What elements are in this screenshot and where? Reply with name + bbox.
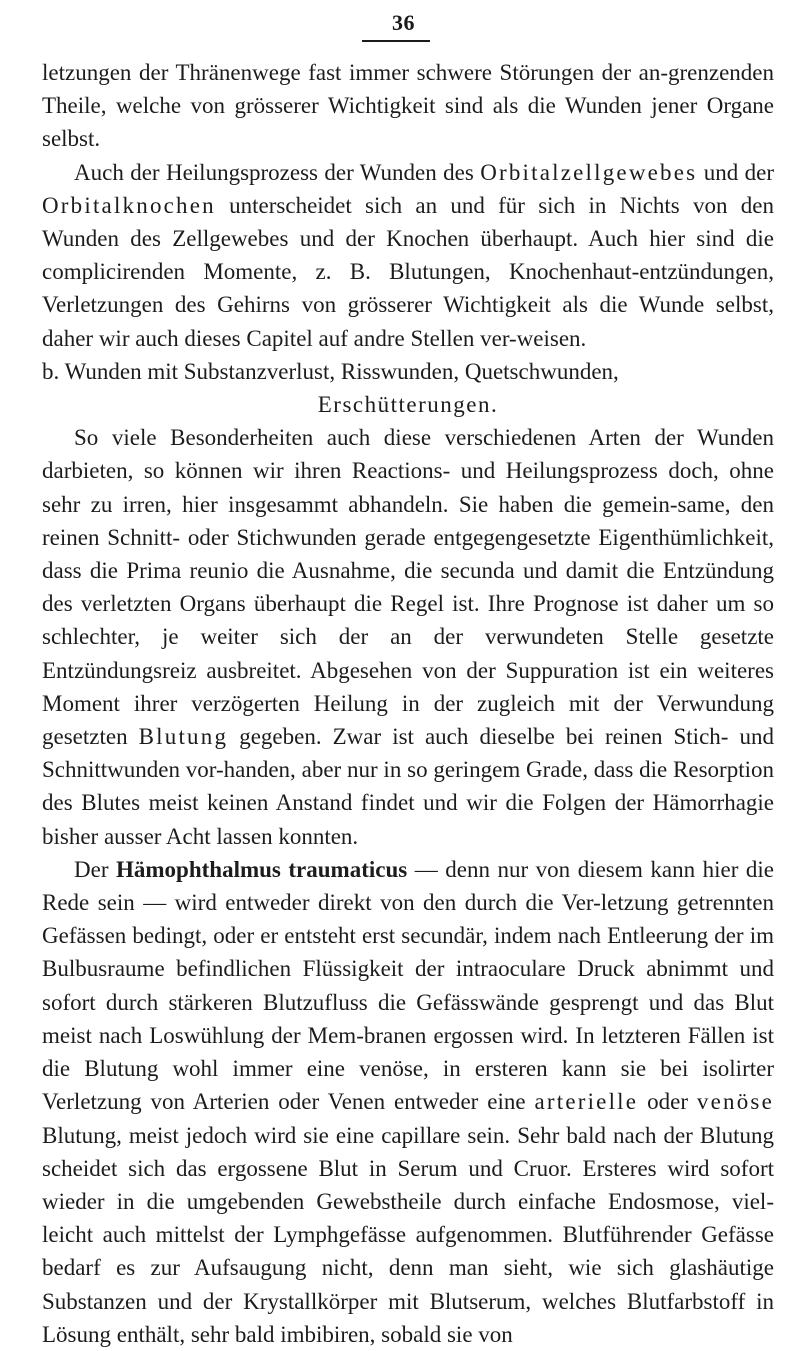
term-arterielle: arterielle xyxy=(534,1089,639,1115)
paragraph-2-text-a: Auch der Heilungsprozess der Wunden des xyxy=(74,159,481,185)
paragraph-4 xyxy=(42,853,774,1351)
header-rule xyxy=(362,40,430,42)
paragraph-1 xyxy=(42,56,774,156)
paragraph-4-text-a: Der xyxy=(74,856,116,882)
term-venoese: venöse xyxy=(696,1089,774,1115)
paragraph-4-text-c: oder xyxy=(638,1089,697,1115)
paragraph-4-text-b: — denn nur von diesem kann hier die Rede sein — wird entweder direkt von den durch die Ver-letzung getrennten Gefässen bedingt, oder er entsteht erst secundär, indem nach Entleerung der im Bulbusraume befindlichen Flüssigkeit der intraoculare Druck abnimmt und sofort durch stärkeren Blutzufluss die Gefässwände gesprengt und das Blut meist nach Loswühlung der Mem-branen ergossen wird. In letzteren Fällen ist die Blutung wohl immer eine venöse, in ersteren kann sie bei isolirter Verletzung von Arterien oder Venen entweder eine xyxy=(42,856,774,1115)
section-heading-line-2: Erschütterungen. xyxy=(317,392,499,418)
section-heading-line-1: b. Wunden mit Substanzverlust, Risswunden, Quetschwunden, xyxy=(42,358,619,384)
paragraph-2 xyxy=(42,156,774,355)
term-haemophthalmus-traumaticus: Hämophthalmus traumaticus xyxy=(116,856,408,882)
paragraph-2-text-c: unterscheidet sich an und für sich in Nichts von den Wunden des Zellgewebes und der Knochen überhaupt. Auch hier sind die complicirenden Momente, z. B. Blutungen, Knochenhaut-entzündungen, Verletzungen des Gehirns von grösserer Wichtigkeit als die Wunde selbst, daher wir auch dieses Capitel auf andre Stellen ver-weisen. xyxy=(42,192,774,351)
paragraph-4-text-d: Blutung, meist jedoch wird sie eine capillare sein. Sehr bald nach der Blutung scheidet sich das ergossene Blut in Serum und Cruor. Ersteres wird sofort wieder in die umgebenden Gewebstheile durch einfache Endosmose, viel-leicht auch mittelst der Lymphgefässe aufgenommen. Blutführender Gefässe bedarf es zur Aufsaugung nicht, denn man sieht, wie sich glashäutige Substanzen und der Krystallkörper mit Blutserum, welches Blutfarbstoff in Lösung enthält, sehr bald imbibiren, sobald sie von xyxy=(42,1122,774,1347)
term-orbitalknochen: Orbitalknochen xyxy=(42,192,216,218)
paragraph-1-text: letzungen der Thränenwege fast immer schwere Störungen der an-grenzenden Theile, welche von grösserer Wichtigkeit sind als die Wunden jener Organe selbst. xyxy=(42,60,774,152)
body-text xyxy=(42,56,774,1351)
paragraph-3-text-b: gegeben. Zwar ist auch dieselbe bei reinen Stich- und Schnittwunden vor-handen, aber nur in so geringem Grade, dass die Resorption des Blutes meist keinen Anstand findet und wir die Folgen der Hämorrhagie bisher ausser Acht lassen konnten. xyxy=(42,724,774,849)
paragraph-2-text-b: und der xyxy=(697,159,774,185)
paragraph-3-text-a: So viele Besonderheiten auch diese verschiedenen Arten der Wunden darbieten, so können wir ihren Reactions- und Heilungsprozess doch, ohne sehr zu irren, hier insgesammt abhandeln. Sie haben die gemein-same, den reinen Schnitt- oder Stichwunden gerade entgegengesetzte Eigenthümlichkeit, dass die Prima reunio die Ausnahme, die secunda und damit die Entzündung des verletzten Organs überhaupt die Regel ist. Ihre Prognose ist daher um so schlechter, je weiter sich der an der verwundeten Stelle gesetzte Entzündungsreiz ausbreitet. Abgesehen von der Suppuration ist ein weiteres Moment ihrer verzögerten Heilung in der zugleich mit der Verwundung gesetzten xyxy=(42,425,774,750)
paragraph-3 xyxy=(42,421,774,853)
page-number: 36 xyxy=(392,10,415,35)
section-heading xyxy=(42,355,774,421)
term-orbitalzellgewebes: Orbitalzellgewebes xyxy=(480,159,698,185)
term-blutung: Blutung xyxy=(138,724,229,750)
